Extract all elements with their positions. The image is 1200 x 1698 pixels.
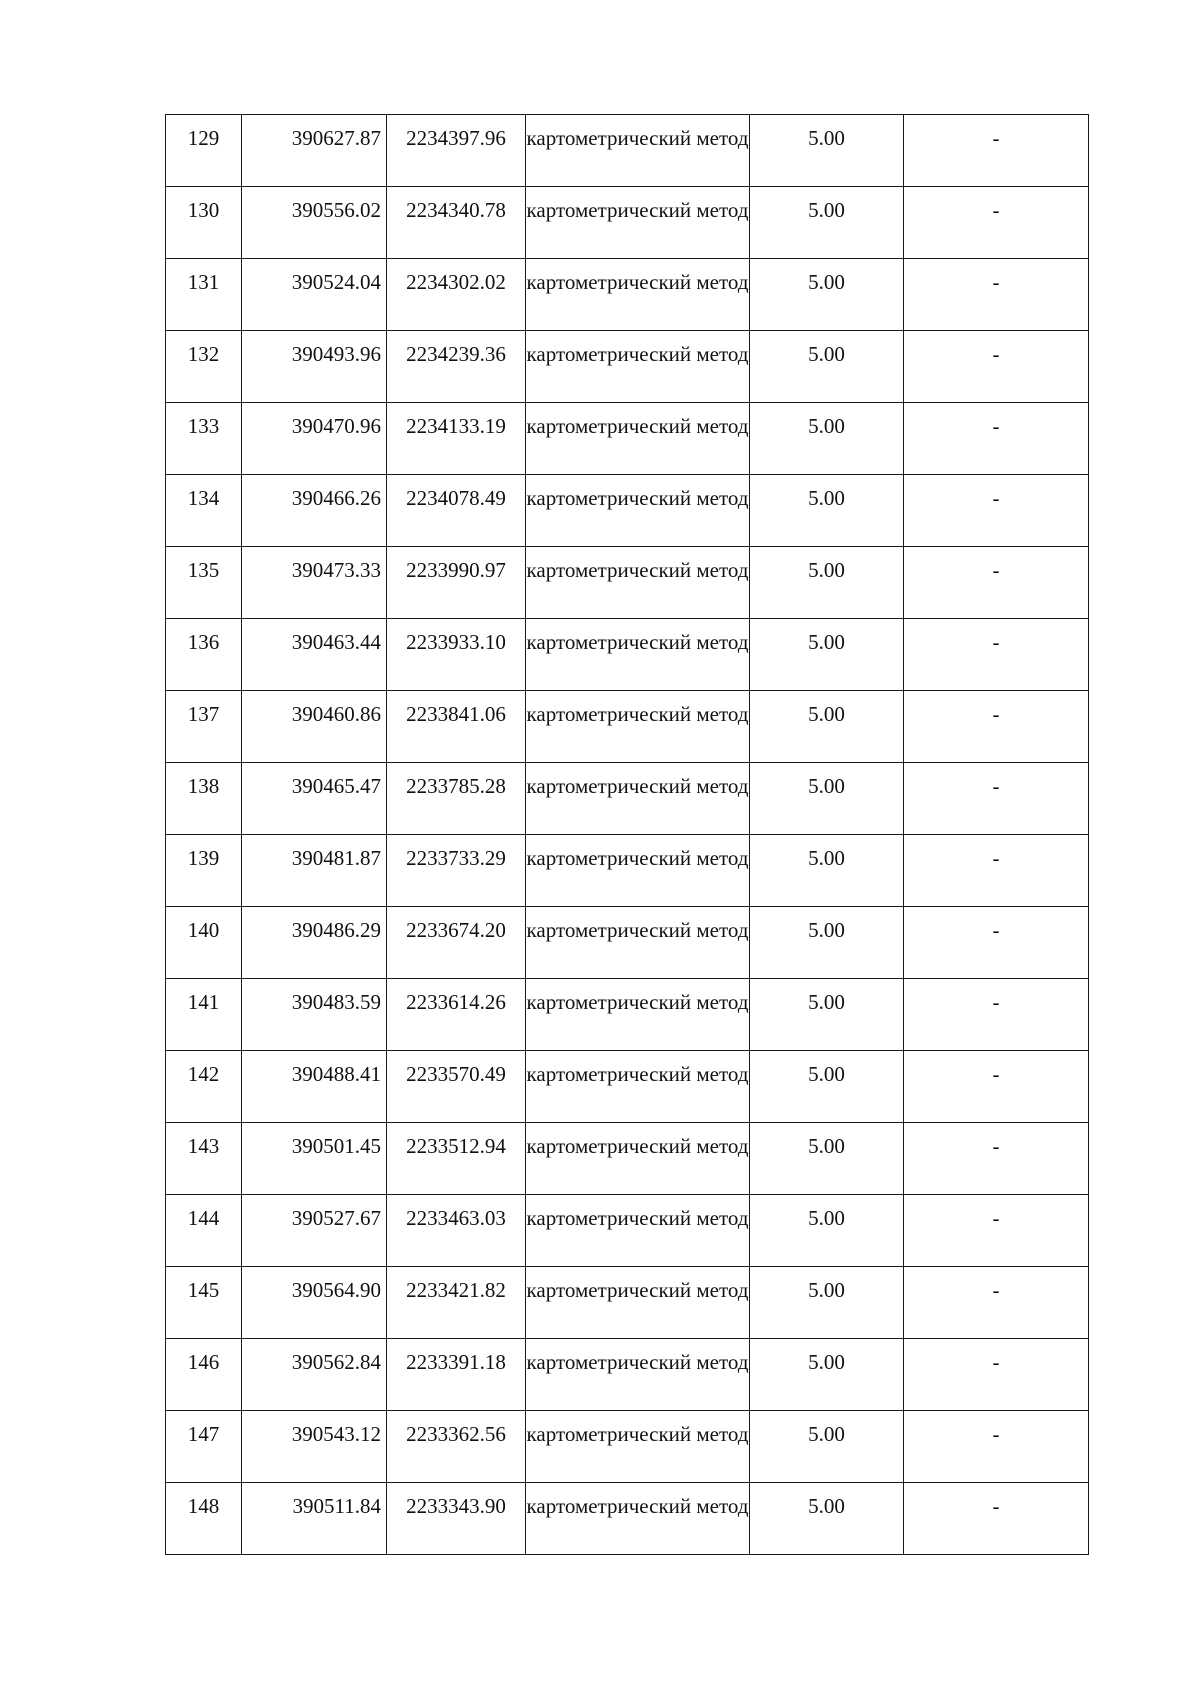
y-coordinate-cell xyxy=(387,475,526,547)
method-cell-text: картометрический метод xyxy=(526,1350,749,1374)
method-cell xyxy=(526,259,750,331)
accuracy-cell xyxy=(750,1339,904,1411)
y-coordinate-cell-text: 2233512.94 xyxy=(406,1134,506,1158)
y-coordinate-cell-text: 2233391.18 xyxy=(406,1350,506,1374)
method-cell xyxy=(526,187,750,259)
table-row xyxy=(166,475,1089,547)
description-cell xyxy=(904,1339,1089,1411)
x-coordinate-cell xyxy=(242,403,387,475)
coordinates-table xyxy=(165,114,1089,1555)
y-coordinate-cell-text: 2233785.28 xyxy=(406,774,506,798)
point-number-cell xyxy=(166,547,242,619)
method-cell-text: картометрический метод xyxy=(526,1494,749,1518)
x-coordinate-cell xyxy=(242,187,387,259)
accuracy-cell xyxy=(750,979,904,1051)
y-coordinate-cell-text: 2233421.82 xyxy=(406,1278,506,1302)
accuracy-cell xyxy=(750,619,904,691)
method-cell xyxy=(526,1051,750,1123)
coordinates-table-body xyxy=(166,115,1089,1555)
x-coordinate-cell-text: 390466.26 xyxy=(291,486,381,510)
table-row xyxy=(166,907,1089,979)
method-cell xyxy=(526,1483,750,1555)
accuracy-cell-text: 5.00 xyxy=(808,1278,845,1302)
point-number-cell xyxy=(166,619,242,691)
accuracy-cell xyxy=(750,115,904,187)
method-cell xyxy=(526,1123,750,1195)
description-cell-text: - xyxy=(992,1062,1000,1086)
y-coordinate-cell xyxy=(387,259,526,331)
method-cell xyxy=(526,763,750,835)
accuracy-cell-text: 5.00 xyxy=(808,630,845,654)
point-number-cell-text: 137 xyxy=(187,702,220,726)
x-coordinate-cell xyxy=(242,691,387,763)
y-coordinate-cell-text: 2233614.26 xyxy=(406,990,506,1014)
y-coordinate-cell-text: 2234133.19 xyxy=(406,414,506,438)
description-cell xyxy=(904,691,1089,763)
point-number-cell-text: 130 xyxy=(187,198,220,222)
y-coordinate-cell-text: 2233733.29 xyxy=(406,846,506,870)
y-coordinate-cell xyxy=(387,763,526,835)
description-cell-text: - xyxy=(992,198,1000,222)
x-coordinate-cell-text: 390470.96 xyxy=(291,414,381,438)
x-coordinate-cell-text: 390564.90 xyxy=(291,1278,381,1302)
description-cell-text: - xyxy=(992,1350,1000,1374)
x-coordinate-cell-text: 390483.59 xyxy=(291,990,381,1014)
point-number-cell xyxy=(166,187,242,259)
y-coordinate-cell xyxy=(387,1267,526,1339)
table-row xyxy=(166,1051,1089,1123)
description-cell xyxy=(904,259,1089,331)
description-cell-text: - xyxy=(992,414,1000,438)
point-number-cell-text: 147 xyxy=(187,1422,220,1446)
method-cell xyxy=(526,835,750,907)
x-coordinate-cell-text: 390465.47 xyxy=(291,774,381,798)
y-coordinate-cell-text: 2233933.10 xyxy=(406,630,506,654)
method-cell-text: картометрический метод xyxy=(526,1206,749,1230)
method-cell-text: картометрический метод xyxy=(526,702,749,726)
x-coordinate-cell xyxy=(242,763,387,835)
point-number-cell-text: 132 xyxy=(187,342,220,366)
x-coordinate-cell-text: 390627.87 xyxy=(291,126,381,150)
method-cell xyxy=(526,619,750,691)
point-number-cell-text: 133 xyxy=(187,414,220,438)
point-number-cell-text: 143 xyxy=(187,1134,220,1158)
description-cell xyxy=(904,907,1089,979)
point-number-cell xyxy=(166,835,242,907)
accuracy-cell xyxy=(750,1267,904,1339)
point-number-cell-text: 141 xyxy=(187,990,220,1014)
method-cell-text: картометрический метод xyxy=(526,486,749,510)
accuracy-cell xyxy=(750,331,904,403)
accuracy-cell xyxy=(750,1051,904,1123)
method-cell xyxy=(526,1411,750,1483)
table-row xyxy=(166,115,1089,187)
accuracy-cell xyxy=(750,403,904,475)
description-cell-text: - xyxy=(992,270,1000,294)
description-cell xyxy=(904,115,1089,187)
description-cell-text: - xyxy=(992,774,1000,798)
table-row xyxy=(166,763,1089,835)
method-cell xyxy=(526,1267,750,1339)
x-coordinate-cell-text: 390511.84 xyxy=(292,1494,381,1518)
x-coordinate-cell-text: 390463.44 xyxy=(291,630,381,654)
accuracy-cell xyxy=(750,907,904,979)
method-cell xyxy=(526,691,750,763)
point-number-cell xyxy=(166,403,242,475)
accuracy-cell-text: 5.00 xyxy=(808,1062,845,1086)
point-number-cell xyxy=(166,691,242,763)
y-coordinate-cell-text: 2234302.02 xyxy=(406,270,506,294)
point-number-cell-text: 138 xyxy=(187,774,220,798)
accuracy-cell-text: 5.00 xyxy=(808,918,845,942)
point-number-cell xyxy=(166,1339,242,1411)
method-cell-text: картометрический метод xyxy=(526,1422,749,1446)
y-coordinate-cell-text: 2234340.78 xyxy=(406,198,506,222)
x-coordinate-cell xyxy=(242,547,387,619)
point-number-cell xyxy=(166,979,242,1051)
y-coordinate-cell xyxy=(387,403,526,475)
table-row xyxy=(166,835,1089,907)
point-number-cell xyxy=(166,259,242,331)
method-cell xyxy=(526,475,750,547)
table-row xyxy=(166,691,1089,763)
accuracy-cell xyxy=(750,475,904,547)
x-coordinate-cell xyxy=(242,331,387,403)
description-cell xyxy=(904,979,1089,1051)
description-cell xyxy=(904,475,1089,547)
y-coordinate-cell xyxy=(387,187,526,259)
x-coordinate-cell-text: 390493.96 xyxy=(291,342,381,366)
point-number-cell xyxy=(166,1051,242,1123)
x-coordinate-cell-text: 390527.67 xyxy=(291,1206,381,1230)
accuracy-cell-text: 5.00 xyxy=(808,486,845,510)
accuracy-cell xyxy=(750,547,904,619)
y-coordinate-cell-text: 2233362.56 xyxy=(406,1422,506,1446)
method-cell-text: картометрический метод xyxy=(526,126,749,150)
description-cell xyxy=(904,1195,1089,1267)
table-row xyxy=(166,1411,1089,1483)
description-cell-text: - xyxy=(992,558,1000,582)
y-coordinate-cell-text: 2233841.06 xyxy=(406,702,506,726)
accuracy-cell xyxy=(750,763,904,835)
y-coordinate-cell xyxy=(387,331,526,403)
table-row xyxy=(166,331,1089,403)
y-coordinate-cell xyxy=(387,1195,526,1267)
x-coordinate-cell xyxy=(242,1123,387,1195)
point-number-cell xyxy=(166,475,242,547)
accuracy-cell-text: 5.00 xyxy=(808,1422,845,1446)
method-cell xyxy=(526,1339,750,1411)
point-number-cell xyxy=(166,1195,242,1267)
y-coordinate-cell xyxy=(387,1483,526,1555)
method-cell-text: картометрический метод xyxy=(526,1062,749,1086)
x-coordinate-cell xyxy=(242,115,387,187)
x-coordinate-cell xyxy=(242,907,387,979)
table-row xyxy=(166,979,1089,1051)
table-row xyxy=(166,259,1089,331)
accuracy-cell-text: 5.00 xyxy=(808,1350,845,1374)
point-number-cell-text: 146 xyxy=(187,1350,220,1374)
point-number-cell-text: 135 xyxy=(187,558,220,582)
description-cell-text: - xyxy=(992,702,1000,726)
description-cell xyxy=(904,1483,1089,1555)
method-cell-text: картометрический метод xyxy=(526,270,749,294)
point-number-cell xyxy=(166,331,242,403)
accuracy-cell xyxy=(750,1411,904,1483)
point-number-cell-text: 145 xyxy=(187,1278,220,1302)
y-coordinate-cell-text: 2233343.90 xyxy=(406,1494,506,1518)
y-coordinate-cell xyxy=(387,1339,526,1411)
description-cell xyxy=(904,331,1089,403)
method-cell-text: картометрический метод xyxy=(526,630,749,654)
x-coordinate-cell-text: 390488.41 xyxy=(291,1062,381,1086)
accuracy-cell-text: 5.00 xyxy=(808,558,845,582)
description-cell xyxy=(904,763,1089,835)
method-cell xyxy=(526,907,750,979)
y-coordinate-cell xyxy=(387,979,526,1051)
table-row xyxy=(166,403,1089,475)
description-cell-text: - xyxy=(992,126,1000,150)
description-cell-text: - xyxy=(992,1206,1000,1230)
accuracy-cell-text: 5.00 xyxy=(808,702,845,726)
point-number-cell-text: 131 xyxy=(187,270,220,294)
x-coordinate-cell-text: 390524.04 xyxy=(291,270,381,294)
x-coordinate-cell xyxy=(242,1483,387,1555)
accuracy-cell xyxy=(750,187,904,259)
method-cell-text: картометрический метод xyxy=(526,846,749,870)
table-row xyxy=(166,1267,1089,1339)
table-row xyxy=(166,1339,1089,1411)
description-cell xyxy=(904,187,1089,259)
point-number-cell-text: 144 xyxy=(187,1206,220,1230)
accuracy-cell-text: 5.00 xyxy=(808,126,845,150)
description-cell xyxy=(904,1411,1089,1483)
method-cell-text: картометрический метод xyxy=(526,990,749,1014)
method-cell-text: картометрический метод xyxy=(526,1134,749,1158)
point-number-cell xyxy=(166,115,242,187)
method-cell-text: картометрический метод xyxy=(526,558,749,582)
y-coordinate-cell xyxy=(387,835,526,907)
description-cell-text: - xyxy=(992,342,1000,366)
description-cell-text: - xyxy=(992,846,1000,870)
description-cell xyxy=(904,403,1089,475)
point-number-cell-text: 134 xyxy=(187,486,220,510)
description-cell-text: - xyxy=(992,1278,1000,1302)
x-coordinate-cell xyxy=(242,1339,387,1411)
table-row xyxy=(166,619,1089,691)
x-coordinate-cell-text: 390486.29 xyxy=(291,918,381,942)
x-coordinate-cell xyxy=(242,1267,387,1339)
accuracy-cell-text: 5.00 xyxy=(808,1494,845,1518)
accuracy-cell-text: 5.00 xyxy=(808,1206,845,1230)
accuracy-cell xyxy=(750,1483,904,1555)
point-number-cell-text: 129 xyxy=(187,126,220,150)
y-coordinate-cell-text: 2233463.03 xyxy=(406,1206,506,1230)
x-coordinate-cell-text: 390562.84 xyxy=(291,1350,381,1374)
description-cell xyxy=(904,547,1089,619)
y-coordinate-cell-text: 2234239.36 xyxy=(406,342,506,366)
point-number-cell-text: 139 xyxy=(187,846,220,870)
accuracy-cell-text: 5.00 xyxy=(808,270,845,294)
y-coordinate-cell-text: 2234078.49 xyxy=(406,486,506,510)
point-number-cell xyxy=(166,763,242,835)
y-coordinate-cell-text: 2233674.20 xyxy=(406,918,506,942)
x-coordinate-cell xyxy=(242,475,387,547)
method-cell-text: картометрический метод xyxy=(526,342,749,366)
accuracy-cell-text: 5.00 xyxy=(808,774,845,798)
method-cell-text: картометрический метод xyxy=(526,774,749,798)
accuracy-cell xyxy=(750,259,904,331)
x-coordinate-cell xyxy=(242,1051,387,1123)
x-coordinate-cell-text: 390481.87 xyxy=(291,846,381,870)
method-cell xyxy=(526,403,750,475)
y-coordinate-cell-text: 2233570.49 xyxy=(406,1062,506,1086)
accuracy-cell-text: 5.00 xyxy=(808,414,845,438)
description-cell-text: - xyxy=(992,1134,1000,1158)
description-cell-text: - xyxy=(992,630,1000,654)
description-cell-text: - xyxy=(992,1422,1000,1446)
x-coordinate-cell xyxy=(242,259,387,331)
accuracy-cell xyxy=(750,1195,904,1267)
x-coordinate-cell-text: 390556.02 xyxy=(291,198,381,222)
description-cell-text: - xyxy=(992,990,1000,1014)
y-coordinate-cell xyxy=(387,1411,526,1483)
description-cell xyxy=(904,1051,1089,1123)
method-cell-text: картометрический метод xyxy=(526,414,749,438)
accuracy-cell-text: 5.00 xyxy=(808,198,845,222)
y-coordinate-cell xyxy=(387,115,526,187)
x-coordinate-cell-text: 390473.33 xyxy=(291,558,381,582)
description-cell xyxy=(904,1123,1089,1195)
accuracy-cell-text: 5.00 xyxy=(808,342,845,366)
point-number-cell-text: 136 xyxy=(187,630,220,654)
description-cell xyxy=(904,835,1089,907)
accuracy-cell xyxy=(750,1123,904,1195)
point-number-cell xyxy=(166,1123,242,1195)
table-row xyxy=(166,1195,1089,1267)
y-coordinate-cell-text: 2233990.97 xyxy=(406,558,506,582)
y-coordinate-cell xyxy=(387,1123,526,1195)
table-row xyxy=(166,547,1089,619)
point-number-cell-text: 142 xyxy=(187,1062,220,1086)
accuracy-cell-text: 5.00 xyxy=(808,846,845,870)
y-coordinate-cell xyxy=(387,907,526,979)
x-coordinate-cell xyxy=(242,1411,387,1483)
method-cell-text: картометрический метод xyxy=(526,1278,749,1302)
description-cell-text: - xyxy=(992,918,1000,942)
point-number-cell xyxy=(166,1411,242,1483)
x-coordinate-cell xyxy=(242,979,387,1051)
x-coordinate-cell-text: 390501.45 xyxy=(291,1134,381,1158)
table-row xyxy=(166,1483,1089,1555)
point-number-cell xyxy=(166,907,242,979)
y-coordinate-cell xyxy=(387,619,526,691)
method-cell xyxy=(526,331,750,403)
y-coordinate-cell xyxy=(387,691,526,763)
method-cell-text: картометрический метод xyxy=(526,918,749,942)
method-cell xyxy=(526,115,750,187)
method-cell-text: картометрический метод xyxy=(526,198,749,222)
point-number-cell xyxy=(166,1267,242,1339)
y-coordinate-cell xyxy=(387,1051,526,1123)
y-coordinate-cell xyxy=(387,547,526,619)
method-cell xyxy=(526,547,750,619)
x-coordinate-cell xyxy=(242,619,387,691)
table-row xyxy=(166,1123,1089,1195)
description-cell-text: - xyxy=(992,486,1000,510)
accuracy-cell-text: 5.00 xyxy=(808,990,845,1014)
description-cell-text: - xyxy=(992,1494,1000,1518)
point-number-cell xyxy=(166,1483,242,1555)
method-cell xyxy=(526,1195,750,1267)
y-coordinate-cell-text: 2234397.96 xyxy=(406,126,506,150)
point-number-cell-text: 140 xyxy=(187,918,220,942)
x-coordinate-cell-text: 390543.12 xyxy=(291,1422,381,1446)
description-cell xyxy=(904,1267,1089,1339)
accuracy-cell xyxy=(750,691,904,763)
description-cell xyxy=(904,619,1089,691)
x-coordinate-cell xyxy=(242,835,387,907)
x-coordinate-cell xyxy=(242,1195,387,1267)
accuracy-cell xyxy=(750,835,904,907)
accuracy-cell-text: 5.00 xyxy=(808,1134,845,1158)
x-coordinate-cell-text: 390460.86 xyxy=(291,702,381,726)
point-number-cell-text: 148 xyxy=(187,1494,220,1518)
table-row xyxy=(166,187,1089,259)
method-cell xyxy=(526,979,750,1051)
